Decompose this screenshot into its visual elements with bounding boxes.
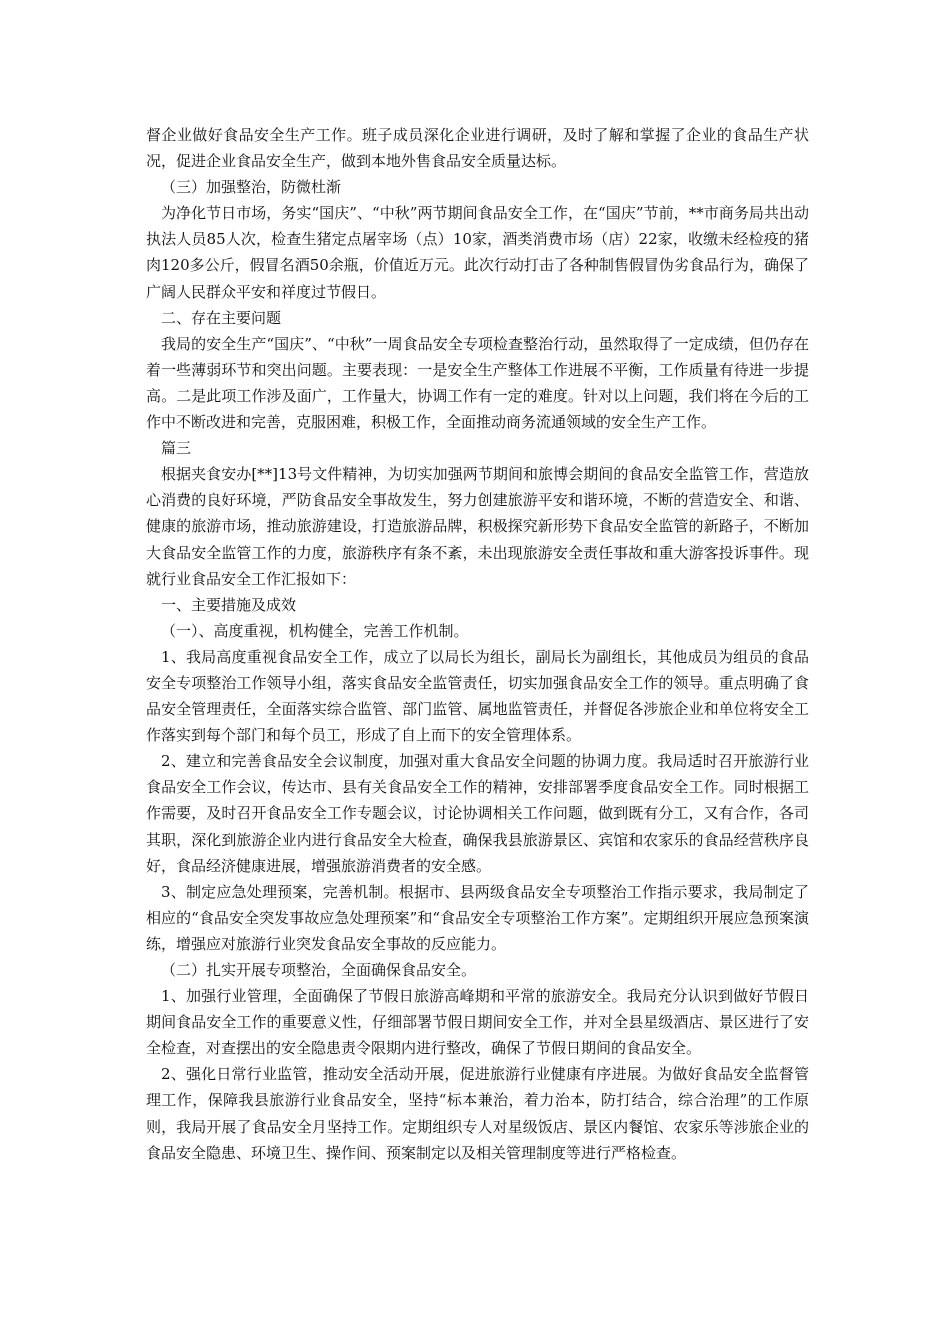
paragraph-continuation: 督企业做好食品安全生产工作。班子成员深化企业进行调研，及时了解和掌握了企业的食品生产状况，促进企业食品安全生产，做到本地外售食品安全质量达标。	[146, 126, 809, 171]
subsection-heading-special-rectification: （二）扎实开展专项整治，全面确保食品安全。	[161, 961, 477, 979]
paragraph-item-2-daily-supervision: 2、强化日常行业监管，推动安全活动开展，促进旅游行业健康有序进展。为做好食品安全监督管理工作，保障我县旅游行业食品安全，坚持“标本兼治，着力治本，防打结合，综合治理”的工作原则，我局开展了食品安全月坚持工作。定期组织专人对星级饭店、景区内餐馆、农家乐等涉旅企业的食品安全隐患、环境卫生、操作间、预案制定以及相关管理制度等进行严格检查。	[146, 1065, 809, 1162]
section-heading-main-problems: 二、存在主要问题	[161, 308, 282, 327]
paragraph-item-1-leadership: 1、我局高度重视食品安全工作，成立了以局长为组长，副局长为副组长，其他成员为组员的食品安全专项整治工作领导小组，落实食品安全监管责任，切实加强食品安全工作的领导。重点明确了食品安全管理责任，全面落实综合监管、部门监管、属地监管责任，并督促各涉旅企业和单位将安全工作落实到每个部门和每个员工，形成了自上而下的安全管理体系。	[146, 647, 809, 745]
paragraph-item-1-industry-management: 1、加强行业管理，全面确保了节假日旅游高峰期和平常的旅游安全。我局充分认识到做好节假日期间食品安全工作的重要意义性，仔细部署节假日期间安全工作，并对全县星级酒店、景区进行了安全检查，对查摆出的安全隐患责令限期内进行整改，确保了节假日期间的食品安全。	[146, 987, 809, 1058]
chapter-heading-part-three: 篇三	[161, 439, 192, 458]
document-page	[146, 122, 809, 1166]
paragraph-intro-part-three: 根据夹食安办[**]13号文件精神，为切实加强两节期间和旅博会期间的食品安全监管工作，营造放心消费的良好环境，严防食品安全事故发生，努力创建旅游平安和谐环境，不断的营造安全、和谐、健康的旅游市场，推动旅游建设，打造旅游品牌，积极探究新形势下食品安全监管的新路子，不断加大食品安全监管工作的力度，旅游秩序有条不紊，未出现旅游安全责任事故和重大游客投诉事件。现就行业食品安全工作汇报如下：	[146, 465, 809, 588]
paragraph-item-2-meetings: 2、建立和完善食品安全会议制度，加强对重大食品安全问题的协调力度。我局适时召开旅游行业食品安全工作会议，传达市、县有关食品安全工作的精神，安排部署季度食品安全工作。同时根据工作需要，及时召开食品安全工作专题会议，讨论协调相关工作问题，做到既有分工，又有合作，各司其职，深化到旅游企业内进行食品安全大检查，确保我县旅游景区、宾馆和农家乐的食品经营秩序良好，食品经济健康进展，增强旅游消费者的安全感。	[146, 752, 809, 875]
paragraph-problems: 我局的安全生产“国庆”、“中秋”一周食品安全专项检查整治行动，虽然取得了一定成绩，但仍存在着一些薄弱环节和突出问题。主要表现：一是安全生产整体工作进展不平衡，工作质量有待进一步提高。二是此项工作涉及面广，工作量大，协调工作有一定的难度。针对以上问题，我们将在今后的工作中不断改进和完善，克服困难，积极工作，全面推动商务流通领域的安全生产工作。	[146, 334, 809, 432]
subsection-heading-high-attention: （一）、高度重视，机构健全，完善工作机制。	[161, 621, 469, 640]
paragraph-item-3-emergency-plan: 3、制定应急处理预案，完善机制。根据市、县两级食品安全专项整治工作指示要求，我局制定了相应的“食品安全突发事故应急处理预案”和“食品安全专项整治工作方案”。定期组织开展应急预案演练，增强应对旅游行业突发食品安全事故的反应能力。	[146, 882, 809, 953]
paragraph-holiday-market: 为净化节日市场，务实“国庆”、“中秋”两节期间食品安全工作，在“国庆”节前，**市商务局共出动执法人员85人次，检查生猪定点屠宰场（点）10家，酒类消费市场（店）22家，收缴未经检疫的猪肉120多公斤，假冒名酒50余瓶，价值近万元。此次行动打击了各种制售假冒伪劣食品行为，确保了广阔人民群众平安和祥度过节假日。	[146, 204, 809, 301]
section-heading-strengthen-rectification: （三）加强整治，防微杜渐	[161, 178, 342, 197]
section-heading-main-measures: 一、主要措施及成效	[161, 595, 297, 614]
